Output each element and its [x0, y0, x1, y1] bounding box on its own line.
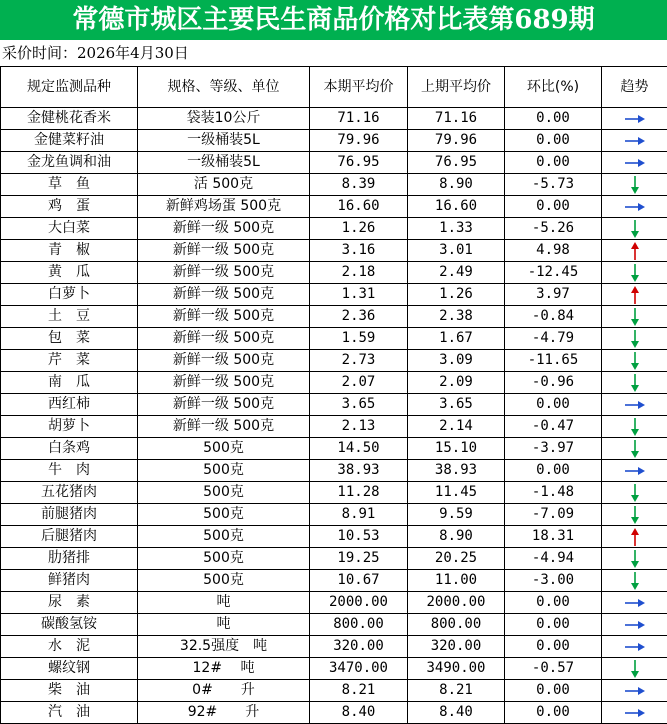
previous-price: 79.96	[408, 130, 505, 152]
item-spec: 吨	[138, 614, 310, 636]
arrow-down-icon	[602, 175, 667, 195]
item-name: 柴 油	[1, 680, 138, 702]
item-name: 后腿猪肉	[1, 526, 138, 548]
previous-price: 15.10	[408, 438, 505, 460]
previous-price: 3.09	[408, 350, 505, 372]
change-percent: 18.31	[505, 526, 602, 548]
page-title: 常德市城区主要民生商品价格对比表第689期	[0, 0, 667, 40]
current-price: 320.00	[310, 636, 408, 658]
table-row	[1, 218, 667, 240]
item-spec: 500克	[138, 504, 310, 526]
change-percent: -3.00	[505, 570, 602, 592]
arrow-down-icon	[602, 549, 667, 569]
change-percent: -0.96	[505, 372, 602, 394]
arrow-right-icon	[602, 158, 667, 168]
item-name: 白萝卜	[1, 284, 138, 306]
trend-cell	[602, 262, 667, 284]
item-spec: 新鲜一级 500克	[138, 394, 310, 416]
current-price: 3470.00	[310, 658, 408, 680]
trend-cell	[602, 570, 667, 592]
item-spec: 新鲜一级 500克	[138, 350, 310, 372]
table-header-row	[1, 67, 667, 108]
item-spec: 新鲜一级 500克	[138, 416, 310, 438]
previous-price: 38.93	[408, 460, 505, 482]
arrow-down-icon	[602, 483, 667, 503]
item-spec: 新鲜鸡场蛋 500克	[138, 196, 310, 218]
previous-price: 8.90	[408, 174, 505, 196]
trend-cell	[602, 460, 667, 482]
current-price: 16.60	[310, 196, 408, 218]
change-percent: 0.00	[505, 636, 602, 658]
previous-price: 8.21	[408, 680, 505, 702]
trend-cell	[602, 350, 667, 372]
trend-cell	[602, 614, 667, 636]
table-row	[1, 196, 667, 218]
previous-price: 8.90	[408, 526, 505, 548]
arrow-right-icon	[602, 136, 667, 146]
trend-cell	[602, 196, 667, 218]
table-row	[1, 636, 667, 658]
trend-cell	[602, 438, 667, 460]
previous-price: 9.59	[408, 504, 505, 526]
previous-price: 3490.00	[408, 658, 505, 680]
change-percent: -4.79	[505, 328, 602, 350]
current-price: 14.50	[310, 438, 408, 460]
arrow-down-icon	[602, 219, 667, 239]
previous-price: 2.09	[408, 372, 505, 394]
item-name: 肋猪排	[1, 548, 138, 570]
item-spec: 吨	[138, 592, 310, 614]
item-spec: 32.5强度 吨	[138, 636, 310, 658]
table-row	[1, 460, 667, 482]
header-change: 环比(%)	[505, 67, 602, 108]
arrow-right-icon	[602, 642, 667, 652]
item-spec: 500克	[138, 570, 310, 592]
current-price: 1.26	[310, 218, 408, 240]
item-spec: 新鲜一级 500克	[138, 240, 310, 262]
trend-cell	[602, 240, 667, 262]
table-row	[1, 306, 667, 328]
change-percent: 4.98	[505, 240, 602, 262]
item-spec: 500克	[138, 438, 310, 460]
table-row	[1, 372, 667, 394]
item-name: 牛 肉	[1, 460, 138, 482]
arrow-right-icon	[602, 620, 667, 630]
trend-cell	[602, 658, 667, 680]
change-percent: -4.94	[505, 548, 602, 570]
current-price: 10.67	[310, 570, 408, 592]
current-price: 800.00	[310, 614, 408, 636]
current-price: 2.07	[310, 372, 408, 394]
change-percent: 3.97	[505, 284, 602, 306]
table-row	[1, 438, 667, 460]
item-name: 螺纹钢	[1, 658, 138, 680]
table-row	[1, 570, 667, 592]
trend-cell	[602, 152, 667, 174]
table-row	[1, 504, 667, 526]
trend-cell	[602, 526, 667, 548]
table-row	[1, 328, 667, 350]
current-price: 3.16	[310, 240, 408, 262]
item-spec: 0# 升	[138, 680, 310, 702]
table-row	[1, 152, 667, 174]
current-price: 79.96	[310, 130, 408, 152]
item-spec: 新鲜一级 500克	[138, 328, 310, 350]
change-percent: 0.00	[505, 196, 602, 218]
trend-cell	[602, 504, 667, 526]
trend-cell	[602, 306, 667, 328]
trend-cell	[602, 108, 667, 130]
item-spec: 新鲜一级 500克	[138, 284, 310, 306]
trend-cell	[602, 372, 667, 394]
previous-price: 20.25	[408, 548, 505, 570]
item-spec: 12# 吨	[138, 658, 310, 680]
item-spec: 一级桶装5L	[138, 130, 310, 152]
arrow-right-icon	[602, 708, 667, 718]
arrow-up-icon	[602, 285, 667, 305]
item-spec: 500克	[138, 460, 310, 482]
item-spec: 新鲜一级 500克	[138, 306, 310, 328]
current-price: 1.31	[310, 284, 408, 306]
change-percent: 0.00	[505, 680, 602, 702]
previous-price: 11.45	[408, 482, 505, 504]
arrow-down-icon	[602, 351, 667, 371]
arrow-down-icon	[602, 417, 667, 437]
item-name: 胡萝卜	[1, 416, 138, 438]
change-percent: 0.00	[505, 130, 602, 152]
current-price: 8.91	[310, 504, 408, 526]
current-price: 71.16	[310, 108, 408, 130]
trend-cell	[602, 548, 667, 570]
previous-price: 16.60	[408, 196, 505, 218]
item-name: 五花猪肉	[1, 482, 138, 504]
previous-price: 3.65	[408, 394, 505, 416]
item-spec: 新鲜一级 500克	[138, 372, 310, 394]
item-name: 金健菜籽油	[1, 130, 138, 152]
trend-cell	[602, 636, 667, 658]
arrow-down-icon	[602, 373, 667, 393]
item-name: 水 泥	[1, 636, 138, 658]
previous-price: 11.00	[408, 570, 505, 592]
table-row	[1, 548, 667, 570]
arrow-right-icon	[602, 686, 667, 696]
table-row	[1, 240, 667, 262]
table-row	[1, 658, 667, 680]
current-price: 19.25	[310, 548, 408, 570]
trend-cell	[602, 702, 667, 724]
change-percent: -0.57	[505, 658, 602, 680]
arrow-down-icon	[602, 439, 667, 459]
trend-cell	[602, 284, 667, 306]
item-name: 芹 菜	[1, 350, 138, 372]
table-row	[1, 130, 667, 152]
trend-cell	[602, 130, 667, 152]
header-item: 规定监测品种	[1, 67, 138, 108]
item-name: 白条鸡	[1, 438, 138, 460]
change-percent: -5.26	[505, 218, 602, 240]
table-row	[1, 702, 667, 724]
change-percent: 0.00	[505, 394, 602, 416]
arrow-up-icon	[602, 241, 667, 261]
current-price: 2.13	[310, 416, 408, 438]
item-spec: 500克	[138, 548, 310, 570]
previous-price: 1.26	[408, 284, 505, 306]
item-name: 前腿猪肉	[1, 504, 138, 526]
table-row	[1, 284, 667, 306]
change-percent: -7.09	[505, 504, 602, 526]
trend-cell	[602, 592, 667, 614]
current-price: 11.28	[310, 482, 408, 504]
trend-cell	[602, 416, 667, 438]
price-date: 采价时间：2026年4月30日	[2, 44, 189, 62]
item-spec: 500克	[138, 526, 310, 548]
previous-price: 320.00	[408, 636, 505, 658]
header-trend: 趋势	[602, 67, 667, 108]
item-spec: 500克	[138, 482, 310, 504]
trend-cell	[602, 482, 667, 504]
arrow-right-icon	[602, 202, 667, 212]
item-name: 金龙鱼调和油	[1, 152, 138, 174]
item-name: 鲜猪肉	[1, 570, 138, 592]
current-price: 1.59	[310, 328, 408, 350]
item-name: 南 瓜	[1, 372, 138, 394]
table-body	[1, 108, 667, 724]
current-price: 76.95	[310, 152, 408, 174]
current-price: 10.53	[310, 526, 408, 548]
previous-price: 800.00	[408, 614, 505, 636]
table-row	[1, 174, 667, 196]
item-name: 大白菜	[1, 218, 138, 240]
previous-price: 8.40	[408, 702, 505, 724]
change-percent: -5.73	[505, 174, 602, 196]
arrow-right-icon	[602, 598, 667, 608]
previous-price: 1.67	[408, 328, 505, 350]
current-price: 8.40	[310, 702, 408, 724]
item-spec: 袋装10公斤	[138, 108, 310, 130]
arrow-right-icon	[602, 466, 667, 476]
item-name: 包 菜	[1, 328, 138, 350]
table-row	[1, 108, 667, 130]
current-price: 8.39	[310, 174, 408, 196]
table-row	[1, 614, 667, 636]
current-price: 2.36	[310, 306, 408, 328]
change-percent: 0.00	[505, 152, 602, 174]
change-percent: -0.47	[505, 416, 602, 438]
trend-cell	[602, 680, 667, 702]
item-name: 金健桃花香米	[1, 108, 138, 130]
arrow-right-icon	[602, 400, 667, 410]
item-name: 黄 瓜	[1, 262, 138, 284]
header-previous-price: 上期平均价	[408, 67, 505, 108]
item-name: 尿 素	[1, 592, 138, 614]
item-name: 草 鱼	[1, 174, 138, 196]
table-row	[1, 394, 667, 416]
previous-price: 2000.00	[408, 592, 505, 614]
item-name: 土 豆	[1, 306, 138, 328]
change-percent: -1.48	[505, 482, 602, 504]
current-price: 2.18	[310, 262, 408, 284]
change-percent: -12.45	[505, 262, 602, 284]
change-percent: 0.00	[505, 702, 602, 724]
change-percent: -3.97	[505, 438, 602, 460]
change-percent: -11.65	[505, 350, 602, 372]
item-name: 碳酸氢铵	[1, 614, 138, 636]
previous-price: 2.14	[408, 416, 505, 438]
change-percent: -0.84	[505, 306, 602, 328]
current-price: 38.93	[310, 460, 408, 482]
current-price: 2.73	[310, 350, 408, 372]
header-spec: 规格、等级、单位	[138, 67, 310, 108]
item-name: 鸡 蛋	[1, 196, 138, 218]
item-spec: 活 500克	[138, 174, 310, 196]
change-percent: 0.00	[505, 108, 602, 130]
previous-price: 1.33	[408, 218, 505, 240]
change-percent: 0.00	[505, 592, 602, 614]
item-spec: 92# 升	[138, 702, 310, 724]
change-percent: 0.00	[505, 460, 602, 482]
previous-price: 2.38	[408, 306, 505, 328]
arrow-down-icon	[602, 307, 667, 327]
table-row	[1, 262, 667, 284]
table-row	[1, 350, 667, 372]
table-row	[1, 680, 667, 702]
item-spec: 一级桶装5L	[138, 152, 310, 174]
table-row	[1, 592, 667, 614]
arrow-up-icon	[602, 527, 667, 547]
trend-cell	[602, 328, 667, 350]
item-spec: 新鲜一级 500克	[138, 218, 310, 240]
arrow-down-icon	[602, 263, 667, 283]
previous-price: 2.49	[408, 262, 505, 284]
table-row	[1, 526, 667, 548]
previous-price: 71.16	[408, 108, 505, 130]
item-name: 汽 油	[1, 702, 138, 724]
trend-cell	[602, 394, 667, 416]
item-name: 青 椒	[1, 240, 138, 262]
change-percent: 0.00	[505, 614, 602, 636]
arrow-down-icon	[602, 329, 667, 349]
item-spec: 新鲜一级 500克	[138, 262, 310, 284]
table-row	[1, 482, 667, 504]
header-current-price: 本期平均价	[310, 67, 408, 108]
arrow-down-icon	[602, 505, 667, 525]
table-row	[1, 416, 667, 438]
arrow-down-icon	[602, 659, 667, 679]
trend-cell	[602, 218, 667, 240]
trend-cell	[602, 174, 667, 196]
arrow-down-icon	[602, 571, 667, 591]
item-name: 西红柿	[1, 394, 138, 416]
previous-price: 3.01	[408, 240, 505, 262]
previous-price: 76.95	[408, 152, 505, 174]
arrow-right-icon	[602, 114, 667, 124]
current-price: 3.65	[310, 394, 408, 416]
current-price: 8.21	[310, 680, 408, 702]
price-table	[0, 66, 667, 724]
current-price: 2000.00	[310, 592, 408, 614]
